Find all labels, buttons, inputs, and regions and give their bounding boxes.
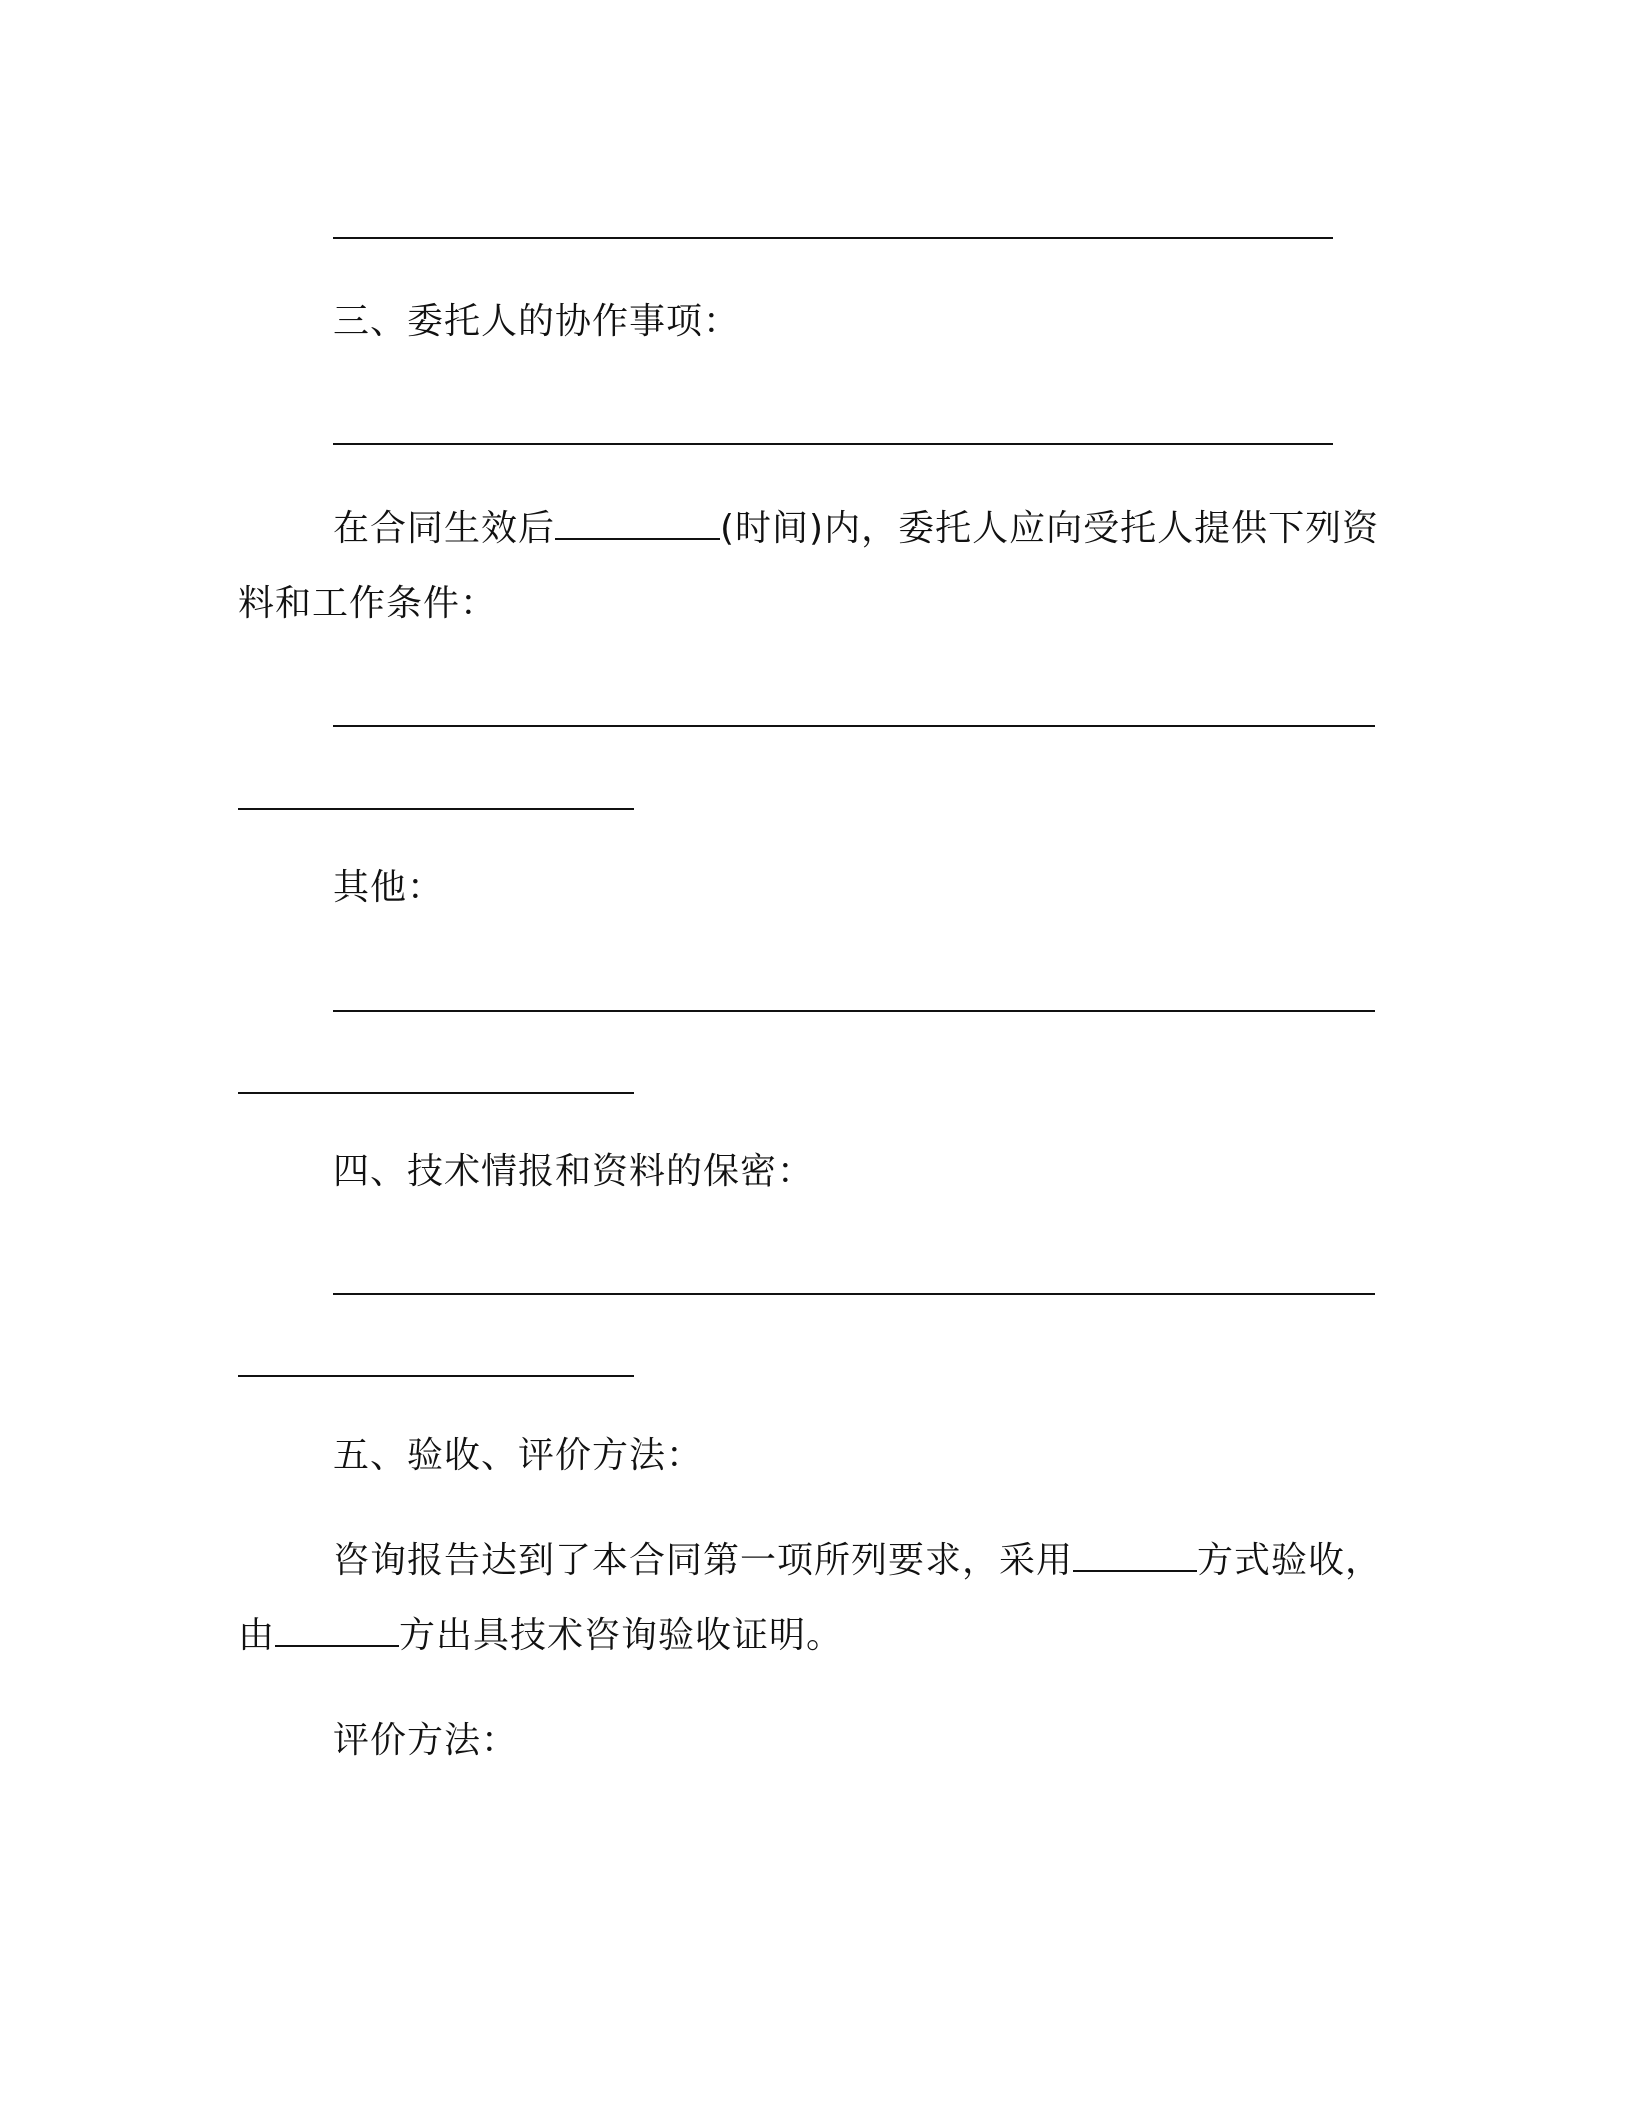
fill-in-line	[238, 808, 634, 810]
acceptance-text-end: 方出具技术咨询验收证明。	[399, 1615, 844, 1656]
other-label: 其他：	[333, 867, 445, 908]
cooperation-paragraph-line2: 料和工作条件：	[238, 583, 498, 624]
fill-in-line	[333, 1293, 1375, 1295]
acceptance-paragraph-line1	[333, 1537, 1382, 1585]
acceptance-paragraph-line2	[238, 1612, 843, 1660]
fill-in-line	[333, 237, 1333, 239]
evaluation-label: 评价方法：	[333, 1720, 519, 1761]
acceptance-text-mid: 方式验收，	[1197, 1540, 1383, 1581]
cooperation-paragraph-line1	[333, 505, 1379, 553]
fill-in-line	[333, 1010, 1375, 1012]
section-heading-acceptance: 五、验收、评价方法：	[333, 1435, 704, 1476]
fill-in-line	[333, 725, 1375, 727]
cooperation-text-start: 在合同生效后	[333, 508, 556, 549]
issuer-blank	[275, 1615, 399, 1647]
cooperation-text-end: (时间)内，委托人应向受托人提供下列资	[720, 508, 1380, 549]
acceptance-text-start: 咨询报告达到了本合同第一项所列要求，采用	[333, 1540, 1074, 1581]
section-heading-confidentiality: 四、技术情报和资料的保密：	[333, 1151, 815, 1192]
section-heading-cooperation: 三、委托人的协作事项：	[333, 301, 741, 342]
fill-in-line	[238, 1375, 634, 1377]
fill-in-line	[238, 1092, 634, 1094]
time-blank	[555, 508, 720, 540]
fill-in-line	[333, 443, 1333, 445]
acceptance-text-by: 由	[238, 1615, 276, 1656]
acceptance-method-blank	[1073, 1540, 1197, 1572]
